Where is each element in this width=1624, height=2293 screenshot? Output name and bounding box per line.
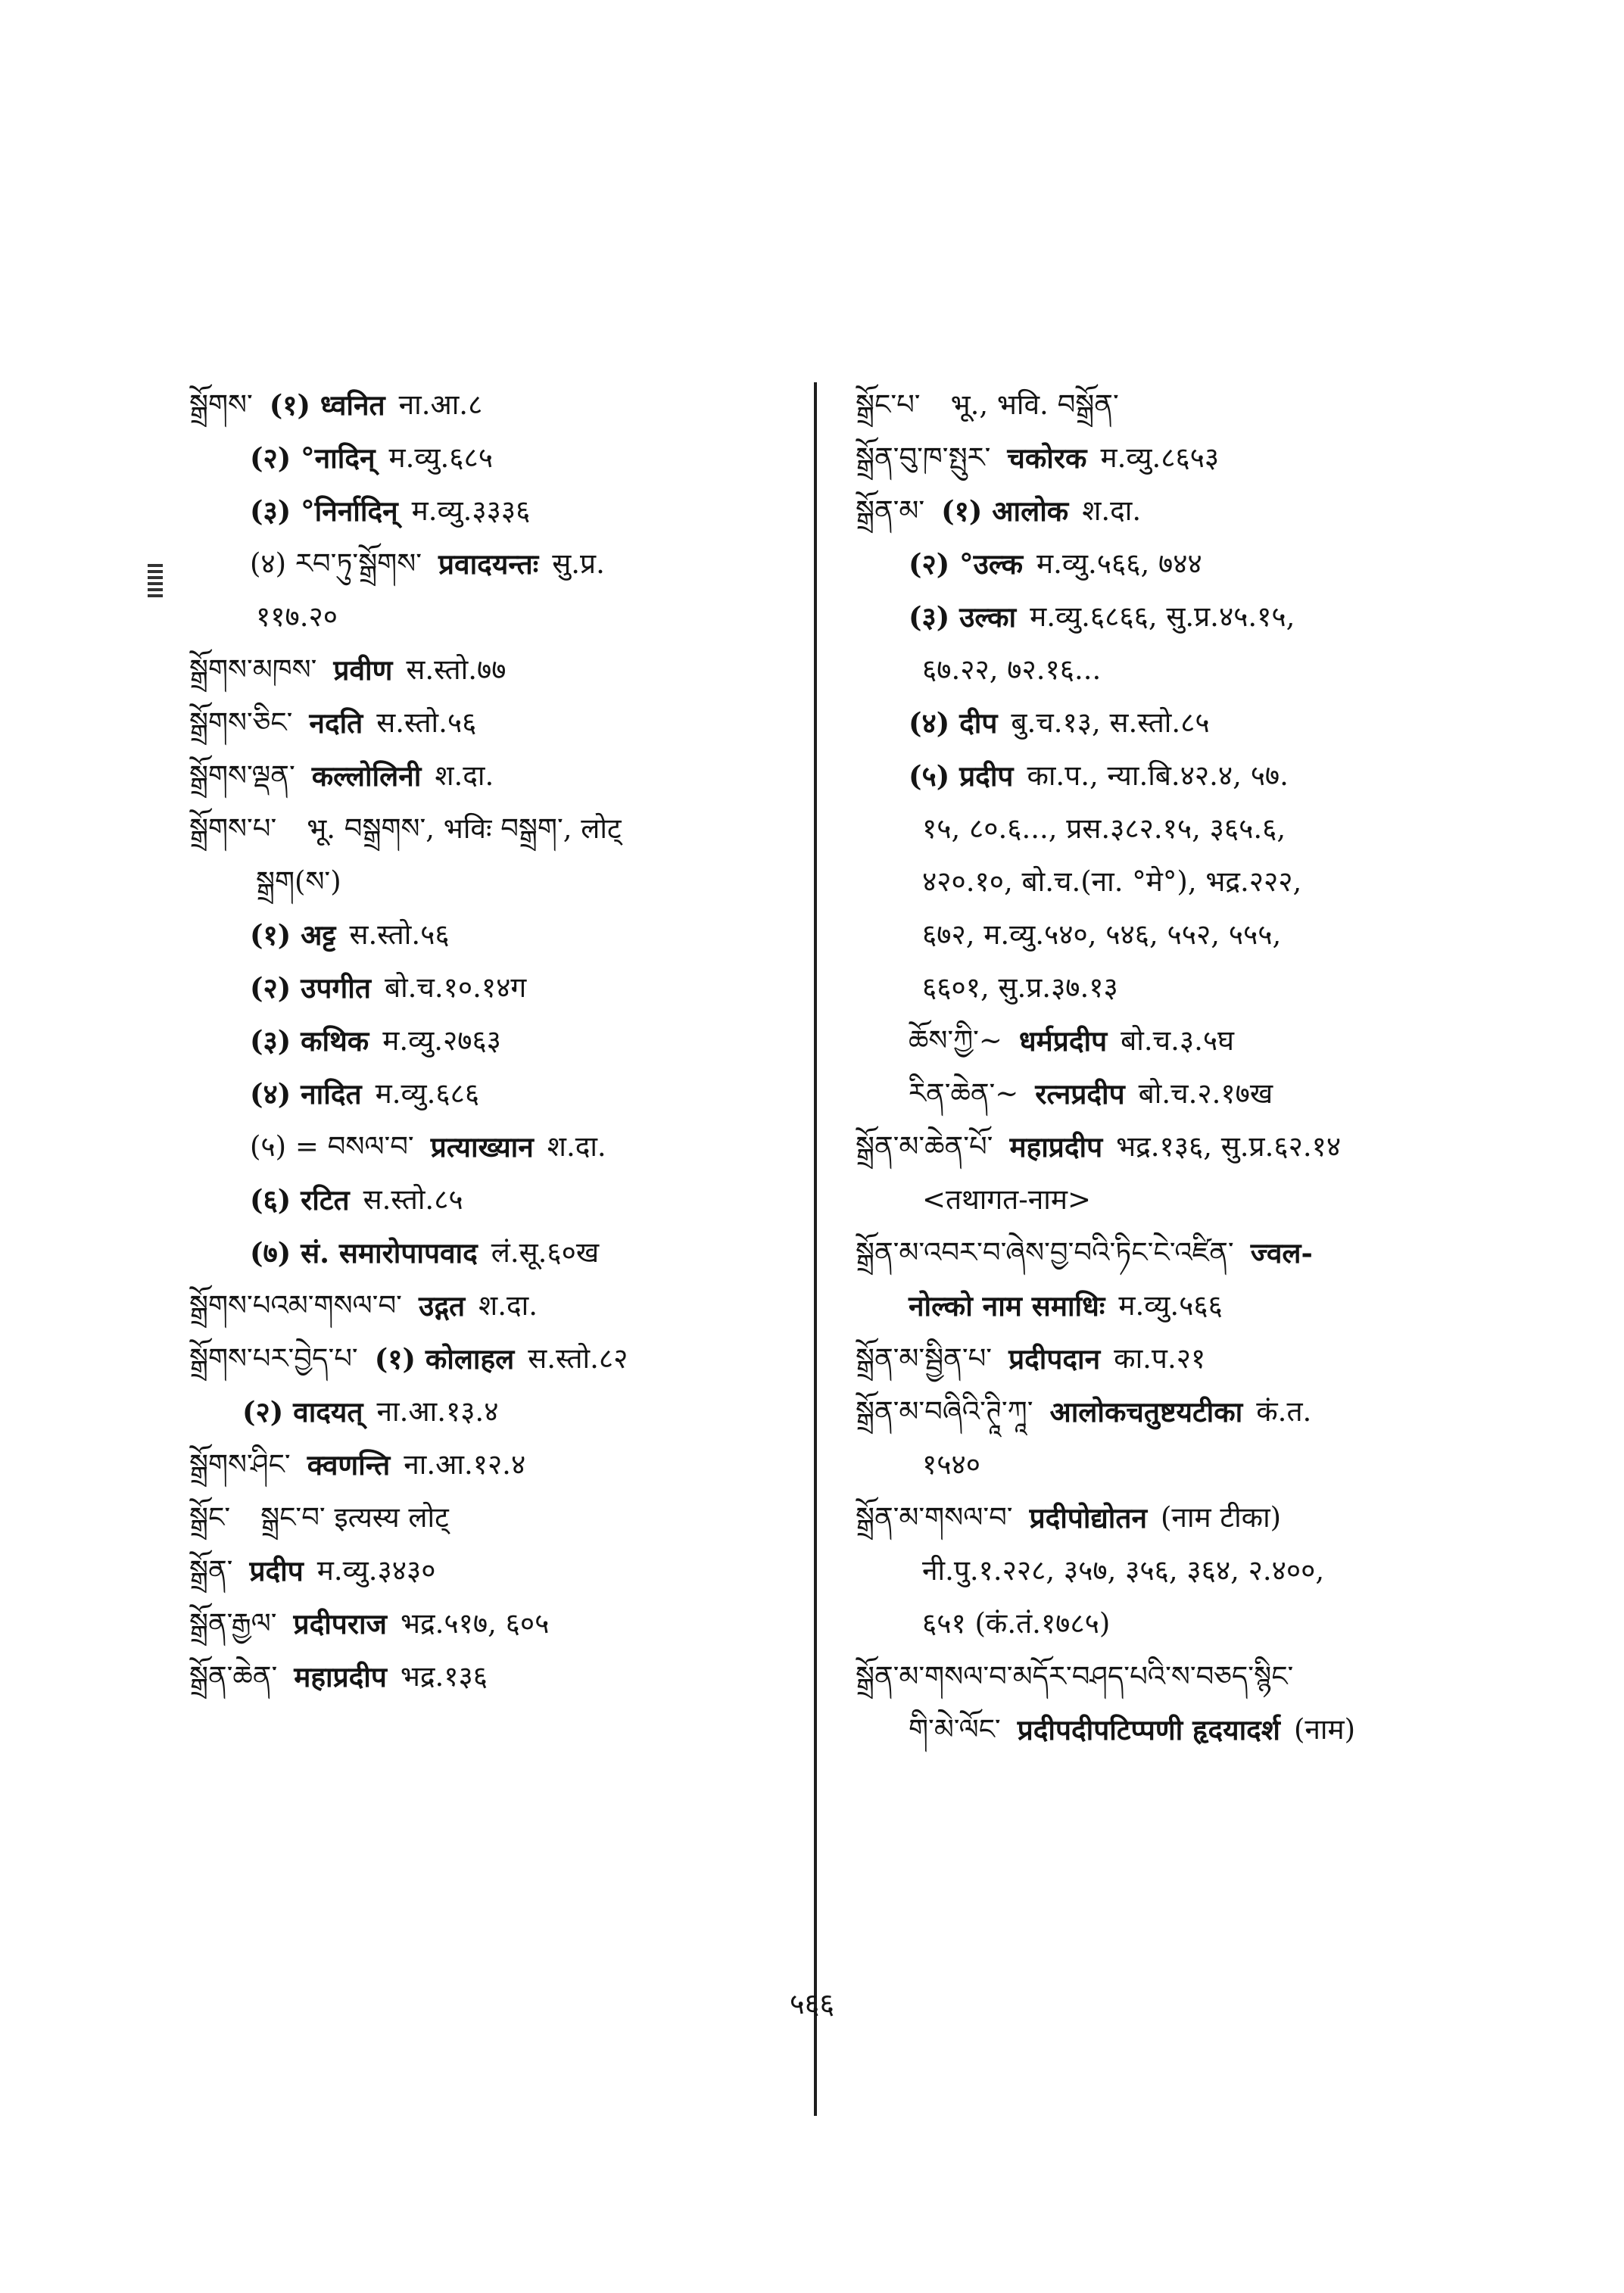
- source-reference: १५, ८०.६..., प्रस.३८२.१५, ३६५.६,: [922, 812, 1286, 845]
- source-reference: ना.आ.१२.४: [404, 1448, 526, 1481]
- headword: སྒྲོགས་: [189, 388, 253, 421]
- headword: སྒྲོགས་ཤིང་: [189, 1448, 291, 1481]
- source-reference: म.व्यु.५६६, ७४४: [1036, 547, 1202, 580]
- source-reference: म.व्यु.२७६३: [382, 1024, 501, 1057]
- sanskrit-equivalent: नोल्को नाम समाधिः: [909, 1289, 1105, 1323]
- source-reference: भद्र.५१७, ६०५: [401, 1607, 550, 1640]
- headword: གི་མེ་ལོང་: [909, 1713, 1001, 1746]
- source-reference: श.दा.: [1082, 494, 1142, 527]
- headword: སྒྲོང་པ་: [856, 388, 921, 421]
- sanskrit-equivalent: (१) आलोक: [941, 494, 1069, 528]
- sanskrit-equivalent: (४) नादित: [250, 1077, 362, 1111]
- sanskrit-equivalent: (३) उल्का: [909, 600, 1017, 634]
- dictionary-line: [856, 1067, 1454, 1120]
- headword: སྒྲོན་བུ་ཁ་སྤུར་: [856, 441, 991, 474]
- source-reference: का.प., न्या.बि.४२.४, ५७.: [1027, 759, 1289, 792]
- headword: སྒྲོགས་མཁས་: [189, 653, 317, 686]
- dictionary-line: [189, 749, 803, 802]
- dictionary-line: [189, 537, 803, 590]
- headword: (५) = བསལ་བ་: [250, 1130, 414, 1163]
- source-reference: स.स्तो.७७: [406, 653, 507, 686]
- headword: སྒྲོན་རྒྱལ་: [189, 1607, 277, 1640]
- source-reference: स.स्तो.८५: [363, 1183, 463, 1216]
- dictionary-line: [856, 1120, 1454, 1173]
- source-reference: बो.च.३.५घ: [1121, 1024, 1234, 1057]
- headword: སྒྲོགས་པ་: [189, 812, 277, 845]
- sanskrit-equivalent: प्रदीपदीपटिप्पणी हृदयादर्श: [1017, 1713, 1280, 1746]
- dictionary-line: [856, 379, 1454, 431]
- sanskrit-equivalent: महाप्रदीप: [294, 1660, 387, 1693]
- sanskrit-equivalent: (३) कथिक: [250, 1024, 369, 1058]
- dictionary-line: [189, 590, 803, 643]
- headword: སྒྲོགས་ཅིང་: [189, 706, 293, 739]
- right-column: [856, 379, 1454, 1756]
- source-reference: भद्र.१३६: [400, 1660, 488, 1693]
- dictionary-line: [189, 484, 803, 537]
- dictionary-line: [856, 537, 1454, 590]
- source-reference: (नाम): [1293, 1713, 1356, 1746]
- dictionary-line: [856, 1173, 1454, 1226]
- source-reference: श.दा.: [435, 759, 494, 792]
- headword: སྒྲོན་མ་གསལ་བ་: [856, 1501, 1013, 1534]
- source-reference: कं.त.: [1256, 1395, 1312, 1428]
- dictionary-line: [189, 1279, 803, 1332]
- source-reference: ६७.२२, ७२.१६...: [922, 653, 1102, 686]
- sanskrit-equivalent: ज्वल-: [1250, 1236, 1313, 1270]
- source-reference: भद्र.१३६, सु.प्र.६२.१४: [1116, 1130, 1342, 1163]
- sanskrit-equivalent: प्रवीण: [333, 653, 393, 687]
- sanskrit-equivalent: (२) °नादिन्: [250, 441, 376, 475]
- source-reference: म.व्यु.३४३०: [316, 1554, 436, 1587]
- dictionary-line: [189, 1173, 803, 1226]
- source-reference: <तथागत-नाम>: [922, 1183, 1091, 1216]
- dictionary-line: [189, 1226, 803, 1279]
- dictionary-line: [856, 1491, 1454, 1544]
- dictionary-line: [856, 1703, 1454, 1756]
- sanskrit-equivalent: प्रदीपराज: [293, 1607, 387, 1640]
- dictionary-line: [856, 749, 1454, 802]
- source-reference: ६६०१, सु.प्र.३७.१३: [922, 971, 1118, 1004]
- margin-mark: [148, 564, 163, 603]
- dictionary-line: [189, 1014, 803, 1067]
- sanskrit-equivalent: रत्नप्रदीप: [1035, 1077, 1125, 1111]
- source-reference: का.प.२१: [1114, 1342, 1206, 1375]
- dictionary-line: [856, 802, 1454, 855]
- dictionary-line: [856, 1279, 1454, 1332]
- sanskrit-equivalent: (७) सं. समारोपापवाद: [250, 1236, 478, 1270]
- dictionary-line: [856, 908, 1454, 961]
- source-reference: स.स्तो.५६: [349, 918, 450, 951]
- sanskrit-equivalent: (१) ध्वनित: [269, 388, 385, 422]
- headword: སྒྲོན་: [189, 1554, 233, 1587]
- source-reference: बो.च.२.१७ख: [1138, 1077, 1273, 1110]
- sanskrit-equivalent: (४) दीप: [909, 706, 998, 740]
- dictionary-line: [856, 1226, 1454, 1279]
- source-reference: ११७.२०: [256, 600, 338, 633]
- dictionary-line: [189, 802, 803, 855]
- headword: སྒྲོང་: [189, 1501, 231, 1534]
- headword: སྒྲོན་མ་འབར་བ་ཞེས་བྱ་བའི་ཏིང་ངེ་འཛིན་: [856, 1236, 1234, 1269]
- dictionary-line: [856, 484, 1454, 537]
- headword: སྒྲོགས་པའམ་གསལ་བ་: [189, 1289, 402, 1322]
- source-reference: (नाम टीका): [1160, 1501, 1282, 1534]
- sanskrit-equivalent: (२) वादयत्: [242, 1395, 363, 1428]
- source-reference: सु.प्र.: [552, 547, 605, 580]
- dictionary-line: [856, 643, 1454, 696]
- source-reference: नी.पु.१.२२८, ३५७, ३५६, ३६४, २.४००,: [922, 1554, 1325, 1587]
- dictionary-line: [189, 431, 803, 484]
- dictionary-line: [189, 643, 803, 696]
- dictionary-line: [856, 961, 1454, 1014]
- sanskrit-equivalent: आलोकचतुष्टयटीका: [1049, 1395, 1243, 1428]
- source-reference: स.स्तो.८२: [528, 1342, 628, 1375]
- dictionary-line: [189, 1120, 803, 1173]
- dictionary-line: [856, 1650, 1454, 1703]
- dictionary-line: [189, 1332, 803, 1385]
- sanskrit-equivalent: (१) कोलाहल: [374, 1342, 515, 1375]
- headword: སྒྲོན་མ་བཞིའི་ཊཱི་ཀཱ་: [856, 1395, 1033, 1428]
- page-number: ५६६: [789, 1987, 835, 2020]
- dictionary-line: [856, 855, 1454, 908]
- headword: སྒྲོགས་པར་བྱེད་པ་: [189, 1342, 358, 1375]
- dictionary-line: [856, 1597, 1454, 1650]
- dictionary-line: [189, 379, 803, 431]
- source-reference: स.स्तो.५६: [376, 706, 477, 739]
- headword: སྒྲོན་མ་སྦྱིན་པ་: [856, 1342, 993, 1375]
- dictionary-line: [189, 1385, 803, 1438]
- sanskrit-equivalent: (६) रटित: [250, 1183, 350, 1217]
- source-reference: म.व्यु.३३३६: [411, 494, 531, 527]
- left-column: [189, 379, 803, 1703]
- sanskrit-equivalent: क्वणन्ति: [307, 1448, 391, 1481]
- dictionary-line: [189, 855, 803, 908]
- source-reference: श.दा.: [478, 1289, 538, 1322]
- dictionary-line: [189, 908, 803, 961]
- headword: སྒྲོན་མ་གསལ་བ་མདོར་བཤད་པའི་ས་བཅད་སྙིང་: [856, 1660, 1294, 1693]
- headword: (४) རབ་ཏུ་སྒྲོགས་: [250, 547, 422, 580]
- headword: སྒྲོགས་ལྡན་: [189, 759, 295, 792]
- dictionary-line: [856, 696, 1454, 749]
- dictionary-line: [189, 1597, 803, 1650]
- sanskrit-equivalent: (३) °निर्नादिन्: [250, 494, 398, 528]
- source-reference: ६५१ (कं.तं.१७८५): [922, 1607, 1111, 1640]
- sanskrit-equivalent: कल्लोलिनी: [311, 759, 422, 793]
- source-reference: ६७२, म.व्यु.५४०, ५४६, ५५२, ५५५,: [922, 918, 1282, 951]
- dictionary-line: [189, 1544, 803, 1597]
- sanskrit-equivalent: प्रदीप: [249, 1554, 304, 1587]
- source-reference: म.व्यु.६८६६, सु.प्र.४५.१५,: [1030, 600, 1295, 633]
- sanskrit-equivalent: धर्मप्रदीप: [1018, 1024, 1108, 1058]
- source-reference: སྒྲང་བ་ इत्यस्य लोट्: [260, 1501, 449, 1534]
- source-reference: སྒྲག(ས་): [256, 865, 341, 898]
- sanskrit-equivalent: (२) °उल्क: [909, 547, 1024, 581]
- source-reference: म.व्यु.५६६: [1118, 1289, 1223, 1322]
- sanskrit-equivalent: नदति: [309, 706, 363, 740]
- source-reference: बु.च.१३, स.स्तो.८५: [1011, 706, 1210, 739]
- dictionary-line: [856, 1014, 1454, 1067]
- headword: སྒྲོན་ཆེན་: [189, 1660, 278, 1693]
- sanskrit-equivalent: प्रत्याख्यान: [430, 1130, 534, 1164]
- source-reference: ना.आ.८: [398, 388, 483, 421]
- dictionary-line: [856, 1332, 1454, 1385]
- headword: ཆོས་ཀྱི་~: [909, 1024, 1002, 1057]
- dictionary-line: [856, 1544, 1454, 1597]
- dictionary-line: [856, 1438, 1454, 1491]
- source-reference: लं.सू.६०ख: [491, 1236, 600, 1269]
- source-reference: म.व्यु.६८५: [388, 441, 494, 474]
- source-reference: भू. བསྒྲགས་, भविः བསྒྲག་, लोट्: [307, 812, 622, 845]
- headword: སྒྲོན་མ་ཆེན་པོ་: [856, 1130, 993, 1163]
- source-reference: ४२०.१०, बो.च.(ना. °मे°), भद्र.२२२,: [922, 865, 1302, 898]
- sanskrit-equivalent: चकोरक: [1007, 441, 1087, 475]
- sanskrit-equivalent: उद्गत: [418, 1289, 466, 1323]
- dictionary-line: [189, 1067, 803, 1120]
- dictionary-line: [189, 1491, 803, 1544]
- headword: རིན་ཆེན་~: [909, 1077, 1019, 1110]
- column-divider: [814, 382, 817, 2116]
- dictionary-line: [189, 961, 803, 1014]
- sanskrit-equivalent: प्रवादयन्तः: [438, 547, 539, 581]
- sanskrit-equivalent: (५) प्रदीप: [909, 759, 1014, 793]
- source-reference: १५४०: [922, 1448, 980, 1481]
- sanskrit-equivalent: प्रदीपोद्योतन: [1029, 1501, 1147, 1534]
- source-reference: श.दा.: [547, 1130, 606, 1163]
- source-reference: म.व्यु.८६५३: [1100, 441, 1220, 474]
- dictionary-line: [189, 696, 803, 749]
- dictionary-line: [856, 1385, 1454, 1438]
- source-reference: म.व्यु.६८६: [375, 1077, 480, 1110]
- sanskrit-equivalent: महाप्रदीप: [1009, 1130, 1103, 1164]
- source-reference: बो.च.१०.१४ग: [384, 971, 527, 1004]
- headword: སྒྲོན་མ་: [856, 494, 925, 527]
- dictionary-line: [856, 431, 1454, 484]
- sanskrit-equivalent: (१) अट्ट: [250, 918, 336, 952]
- source-reference: ना.आ.१३.४: [376, 1395, 499, 1428]
- dictionary-line: [189, 1650, 803, 1703]
- source-reference: भू., भवि. བསྒྲོན་: [950, 388, 1119, 421]
- sanskrit-equivalent: प्रदीपदान: [1008, 1342, 1101, 1375]
- sanskrit-equivalent: (२) उपगीत: [250, 971, 371, 1005]
- dictionary-line: [856, 590, 1454, 643]
- dictionary-line: [189, 1438, 803, 1491]
